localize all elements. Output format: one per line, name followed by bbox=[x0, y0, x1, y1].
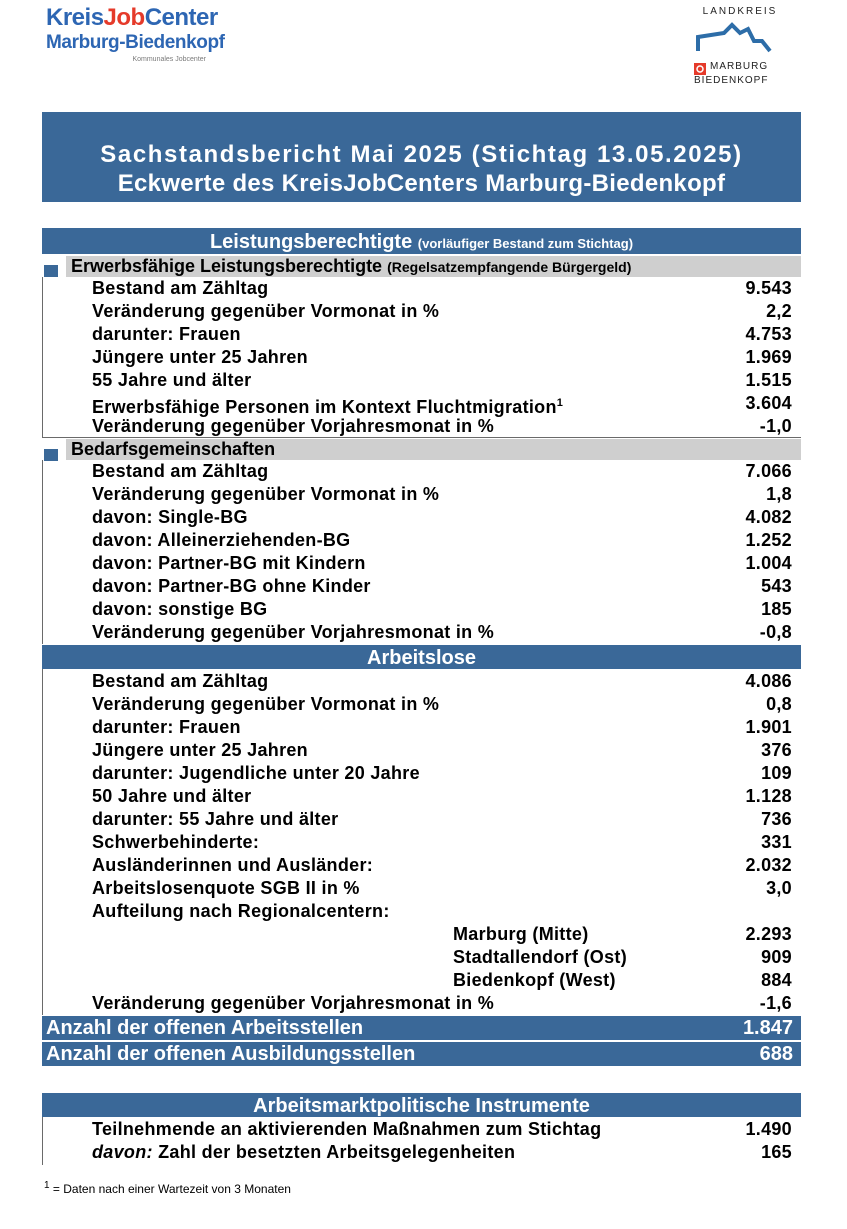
table-row bbox=[92, 831, 792, 854]
row-prefix: davon: bbox=[92, 1142, 153, 1162]
table-row bbox=[92, 670, 792, 693]
row-value: 376 bbox=[761, 740, 792, 760]
row-value: -1,6 bbox=[759, 993, 792, 1013]
report-title-box bbox=[42, 112, 801, 202]
row-label-text: Zahl der besetzten Arbeitsgelegenheiten bbox=[158, 1142, 516, 1162]
table-border-left bbox=[42, 277, 43, 437]
row-label: Jüngere unter 25 Jahren bbox=[92, 740, 308, 760]
table-row bbox=[92, 506, 792, 529]
table-row bbox=[92, 369, 792, 392]
table-row bbox=[92, 1118, 792, 1141]
landkreis-marburg: MARBURG bbox=[710, 61, 769, 72]
row-value: 1.901 bbox=[745, 717, 792, 737]
table-row bbox=[92, 621, 792, 644]
row-label: Bestand am Zähltag bbox=[92, 671, 269, 691]
report-subtitle: Eckwerte des KreisJobCenters Marburg-Biedenkopf bbox=[117, 170, 726, 197]
logo-text-job: Job bbox=[103, 4, 145, 31]
table-row bbox=[92, 992, 792, 1015]
row-label: Marburg (Mitte) bbox=[453, 924, 589, 944]
divider bbox=[42, 437, 801, 438]
section-heading-text: Arbeitslose bbox=[367, 647, 476, 669]
row-label bbox=[92, 1141, 515, 1164]
row-label-text: Erwerbsfähige Personen im Kontext Fluchtmigration bbox=[92, 397, 557, 417]
table-row bbox=[92, 877, 792, 900]
table-row bbox=[92, 460, 792, 483]
row-value: 1,8 bbox=[766, 484, 792, 504]
table-row bbox=[92, 300, 792, 323]
logo-text-center: Center bbox=[144, 4, 218, 31]
offene-arbeitsstellen-row bbox=[42, 1016, 801, 1040]
footnote-text: = Daten nach einer Wartezeit von 3 Monaten bbox=[52, 1182, 291, 1196]
row-value: 543 bbox=[761, 576, 792, 596]
row-value: 736 bbox=[761, 809, 792, 829]
table-row bbox=[92, 277, 792, 300]
landkreis-logo bbox=[694, 6, 794, 87]
row-label: 55 Jahre und älter bbox=[92, 370, 252, 390]
table-row-regional bbox=[92, 923, 792, 946]
row-label: Veränderung gegenüber Vorjahresmonat in % bbox=[92, 993, 495, 1013]
table-row bbox=[92, 1141, 792, 1164]
logo-text-kommunales: Kommunales Jobcenter bbox=[132, 56, 206, 63]
table-row bbox=[92, 529, 792, 552]
row-label: Biedenkopf (West) bbox=[453, 970, 616, 990]
row-value: 2.032 bbox=[745, 855, 792, 875]
row-value: 3,0 bbox=[766, 878, 792, 898]
footnote-marker: 1 bbox=[556, 397, 564, 409]
row-label: Bestand am Zähltag bbox=[92, 461, 269, 481]
row-value: -0,8 bbox=[759, 622, 792, 642]
row-label: Bestand am Zähltag bbox=[92, 278, 269, 298]
row-value: 2.293 bbox=[745, 924, 792, 944]
landkreis-skyline-icon bbox=[694, 21, 784, 55]
table-row bbox=[92, 392, 792, 415]
row-value: 185 bbox=[761, 599, 792, 619]
landkreis-label: LANDKREIS bbox=[702, 6, 778, 17]
subheading-note: (Regelsatzempfangende Bürgergeld) bbox=[387, 259, 632, 275]
row-label: Stadtallendorf (Ost) bbox=[453, 947, 628, 967]
table-row bbox=[92, 808, 792, 831]
table-row-regional bbox=[92, 969, 792, 992]
table-row bbox=[92, 762, 792, 785]
offene-ausbildungsstellen-row bbox=[42, 1042, 801, 1066]
section-heading-note: (vorläufiger Bestand zum Stichtag) bbox=[417, 236, 634, 251]
marburg-seal-icon bbox=[694, 63, 706, 75]
row-value: 9.543 bbox=[745, 278, 792, 298]
table-row bbox=[92, 598, 792, 621]
section-heading-instrumente bbox=[42, 1093, 801, 1117]
row-label: Anzahl der offenen Ausbildungsstellen bbox=[46, 1043, 416, 1065]
row-label: davon: Partner-BG ohne Kinder bbox=[92, 576, 371, 596]
landkreis-biedenkopf: BIEDENKOPF bbox=[694, 75, 769, 86]
row-label: davon: Single-BG bbox=[92, 507, 248, 527]
row-value: 1.847 bbox=[742, 1017, 793, 1039]
logo-text-kreis: Kreis bbox=[46, 4, 104, 31]
section-heading-leistungsberechtigte bbox=[42, 228, 801, 254]
footnote bbox=[44, 1180, 291, 1196]
row-value: 1.490 bbox=[745, 1119, 792, 1139]
bullet-square-icon bbox=[44, 265, 58, 277]
row-label: davon: sonstige BG bbox=[92, 599, 268, 619]
row-label: Teilnehmende an aktivierenden Maßnahmen zum Stichtag bbox=[92, 1119, 602, 1139]
table-row bbox=[92, 415, 792, 438]
row-value: 165 bbox=[761, 1142, 792, 1162]
table-row-regional bbox=[92, 946, 792, 969]
bullet-square-icon bbox=[44, 449, 58, 461]
table-row bbox=[92, 552, 792, 575]
row-label: davon: Alleinerziehenden-BG bbox=[92, 530, 351, 550]
table-border-left bbox=[42, 460, 43, 644]
row-value: 1.515 bbox=[745, 370, 792, 390]
row-value: 4.753 bbox=[745, 324, 792, 344]
row-value: 7.066 bbox=[745, 461, 792, 481]
row-value: 1.004 bbox=[745, 553, 792, 573]
table-row bbox=[92, 483, 792, 506]
table-row bbox=[92, 785, 792, 808]
row-value: 1.128 bbox=[745, 786, 792, 806]
row-label: davon: Partner-BG mit Kindern bbox=[92, 553, 366, 573]
row-value: 3.604 bbox=[745, 393, 792, 413]
row-label: Veränderung gegenüber Vormonat in % bbox=[92, 694, 440, 714]
row-value: 0,8 bbox=[766, 694, 792, 714]
row-value: 331 bbox=[761, 832, 792, 852]
row-value: -1,0 bbox=[759, 416, 792, 436]
row-label: darunter: Frauen bbox=[92, 717, 241, 737]
row-label: Ausländerinnen und Ausländer: bbox=[92, 855, 374, 875]
row-label: darunter: Frauen bbox=[92, 324, 241, 344]
row-value: 1.252 bbox=[745, 530, 792, 550]
subheading-bedarfsgemeinschaften bbox=[66, 439, 801, 460]
row-value: 909 bbox=[761, 947, 792, 967]
row-label: Arbeitslosenquote SGB II in % bbox=[92, 878, 360, 898]
subheading-text: Erwerbsfähige Leistungsberechtigte bbox=[71, 256, 383, 276]
table-row bbox=[92, 854, 792, 877]
table-row bbox=[92, 346, 792, 369]
section-heading-arbeitslose bbox=[42, 645, 801, 669]
subheading-text: Bedarfsgemeinschaften bbox=[71, 439, 276, 459]
table-row bbox=[92, 739, 792, 762]
table-row bbox=[92, 323, 792, 346]
report-title: Sachstandsbericht Mai 2025 (Stichtag 13.05.2025) bbox=[100, 141, 743, 168]
table-row bbox=[92, 575, 792, 598]
table-border-left bbox=[42, 1117, 43, 1165]
row-label: darunter: Jugendliche unter 20 Jahre bbox=[92, 763, 420, 783]
row-label: Anzahl der offenen Arbeitsstellen bbox=[46, 1017, 364, 1039]
row-label: 50 Jahre und älter bbox=[92, 786, 252, 806]
footnote-marker: 1 bbox=[44, 1180, 50, 1191]
row-value: 688 bbox=[759, 1043, 793, 1065]
row-label: Veränderung gegenüber Vormonat in % bbox=[92, 484, 440, 504]
row-value: 2,2 bbox=[766, 301, 792, 321]
section-heading-text: Arbeitsmarktpolitische Instrumente bbox=[253, 1095, 590, 1117]
section-heading-text: Leistungsberechtigte bbox=[209, 231, 413, 253]
logo-text-region: Marburg-Biedenkopf bbox=[46, 32, 225, 53]
row-label: Aufteilung nach Regionalcentern: bbox=[92, 901, 390, 921]
table-border-left bbox=[42, 669, 43, 1015]
table-row bbox=[92, 716, 792, 739]
subheading-erwerbsfaehige bbox=[66, 256, 801, 277]
row-label: Veränderung gegenüber Vormonat in % bbox=[92, 301, 440, 321]
row-value: 4.082 bbox=[745, 507, 792, 527]
row-label: Schwerbehinderte: bbox=[92, 832, 260, 852]
row-value: 884 bbox=[761, 970, 792, 990]
row-label: Jüngere unter 25 Jahren bbox=[92, 347, 308, 367]
row-label: Veränderung gegenüber Vorjahresmonat in % bbox=[92, 622, 495, 642]
row-value: 1.969 bbox=[745, 347, 792, 367]
table-row bbox=[92, 693, 792, 716]
row-label: darunter: 55 Jahre und älter bbox=[92, 809, 339, 829]
table-row bbox=[92, 900, 792, 923]
kreisjobcenter-logo bbox=[46, 4, 225, 63]
row-label: Veränderung gegenüber Vorjahresmonat in % bbox=[92, 416, 495, 436]
row-value: 109 bbox=[761, 763, 792, 783]
row-value: 4.086 bbox=[745, 671, 792, 691]
